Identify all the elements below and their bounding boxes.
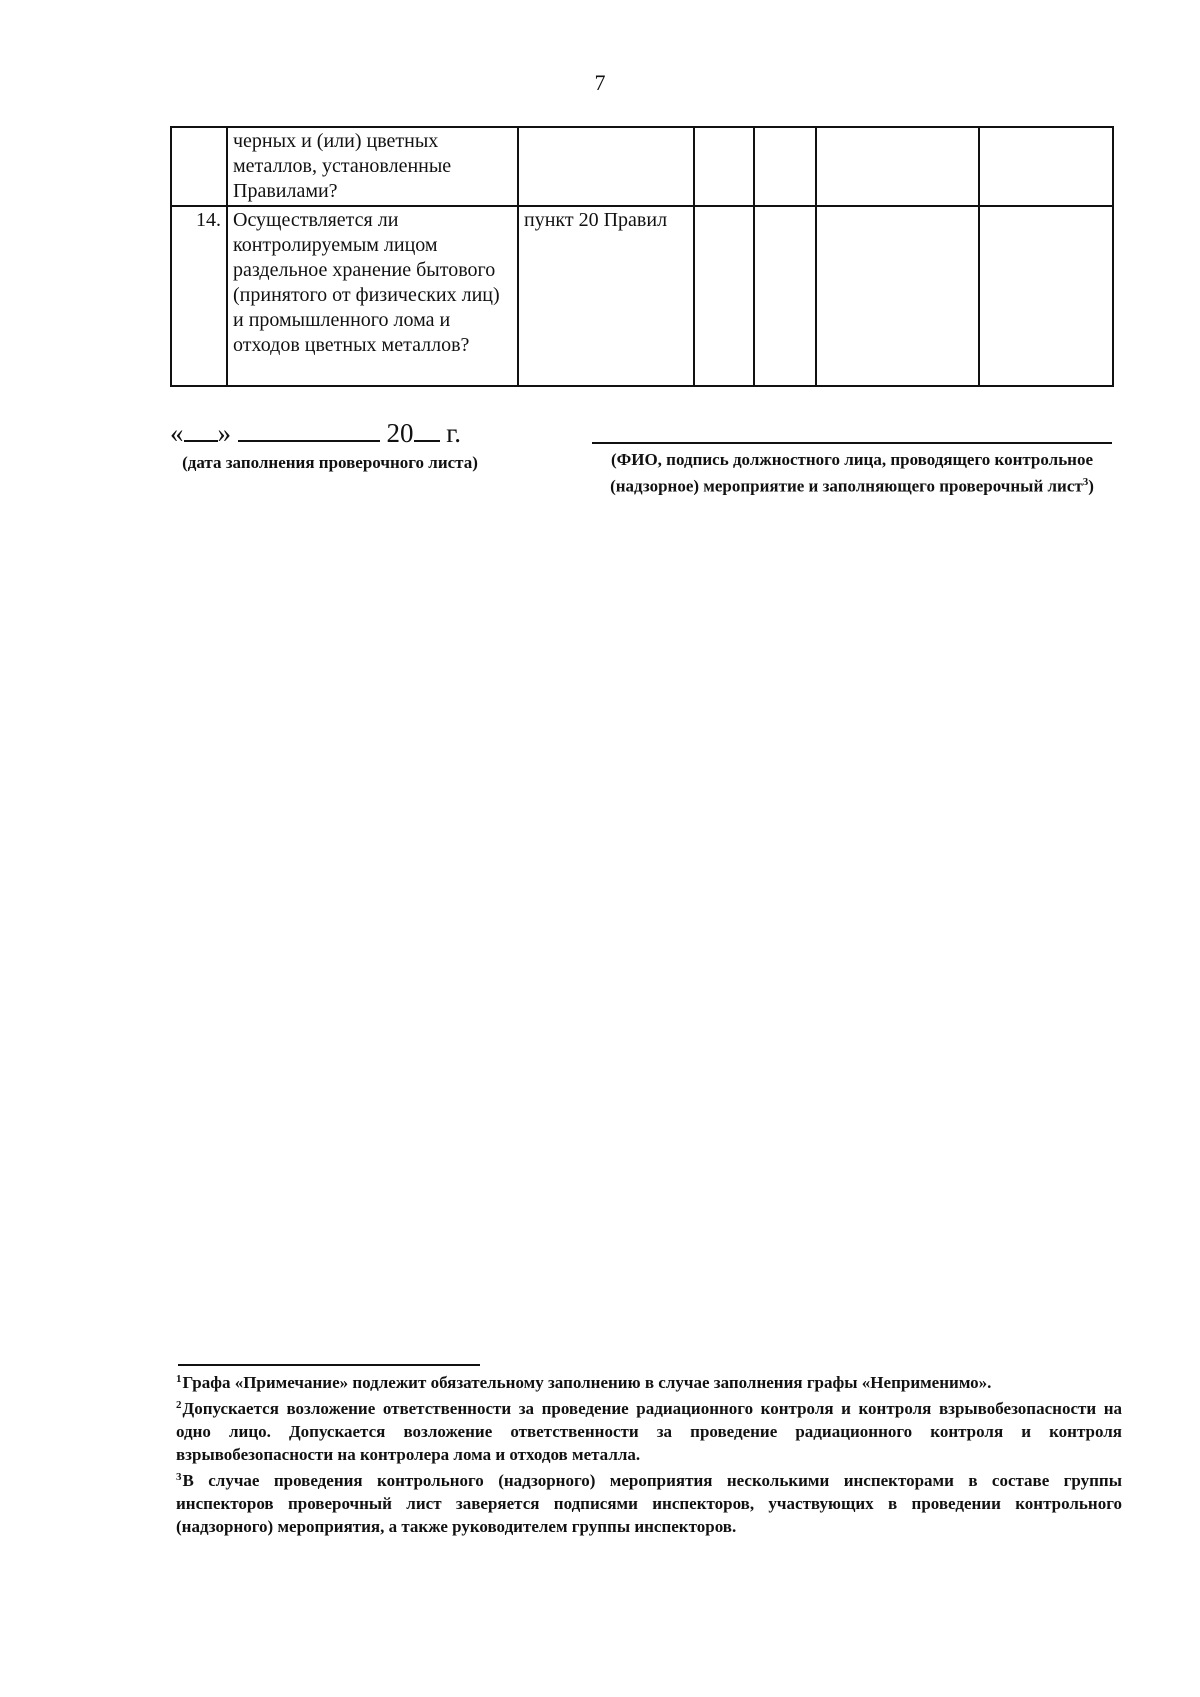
- day-blank: [184, 418, 218, 442]
- year-prefix: 20: [386, 418, 414, 448]
- answer-cell: [694, 127, 754, 206]
- footnote-mark: 1: [176, 1373, 182, 1385]
- signature-caption-text: (ФИО, подпись должностного лица, проводящего контрольное (надзорное) мероприятие и заполняющего проверочный лист: [610, 450, 1094, 496]
- footnote-divider: [178, 1364, 480, 1366]
- signature-footnote-mark: 3: [1082, 476, 1089, 488]
- footnote-text: Допускается возложение ответственности за проведение радиационного контроля и контроля взрывобезопасности на одно лицо. Допускается возложение ответственности за проведение радиационного контроля и контроля взрывобезопасности на контролера лома и отходов металла.: [176, 1399, 1122, 1464]
- month-blank: [238, 418, 380, 442]
- note-cell: [979, 206, 1113, 386]
- footnote: [176, 1368, 1122, 1394]
- signature-line: [592, 442, 1112, 444]
- answer-cell: [754, 206, 816, 386]
- footnote-mark: 3: [176, 1471, 182, 1483]
- answer-cell: [754, 127, 816, 206]
- page-number: 7: [594, 70, 606, 95]
- signature-block: [592, 442, 1112, 498]
- date-caption: (дата заполнения проверочного листа): [182, 453, 478, 472]
- footnotes: [176, 1368, 1122, 1538]
- table-row: [171, 127, 1113, 206]
- year-suffix: г.: [446, 418, 462, 448]
- footnote-text: В случае проведения контрольного (надзорного) мероприятия несколькими инспекторами в составе группы инспекторов проверочный лист заверяется подписями инспекторов, участвующих в проведении контрольного (надзорного) мероприятия, а также руководителем группы инспекторов.: [176, 1471, 1122, 1536]
- signature-caption: [592, 448, 1112, 498]
- year-blank: [414, 418, 440, 442]
- question-cell: черных и (или) цветных металлов, установленные Правилами?: [227, 127, 518, 206]
- note-cell: [979, 127, 1113, 206]
- question-cell: Осуществляется ли контролируемым лицом раздельное хранение бытового (принятого от физических лиц) и промышленного лома и отходов цветных металлов?: [227, 206, 518, 386]
- checklist-table: [170, 126, 1114, 387]
- table-row: [171, 206, 1113, 386]
- footnote: [176, 1394, 1122, 1466]
- row-number: [171, 127, 227, 206]
- date-line: [170, 418, 490, 449]
- reference-cell: пункт 20 Правил: [518, 206, 694, 386]
- date-block: [170, 418, 490, 474]
- answer-cell: [816, 127, 979, 206]
- footnote-text: Графа «Примечание» подлежит обязательному заполнению в случае заполнения графы «Неприменимо».: [182, 1373, 992, 1392]
- close-quote: »: [217, 418, 231, 448]
- reference-cell: [518, 127, 694, 206]
- open-quote: «: [170, 418, 184, 448]
- answer-cell: [694, 206, 754, 386]
- footnote: [176, 1466, 1122, 1538]
- row-number: 14.: [171, 206, 227, 386]
- signature-caption-close: ): [1088, 476, 1094, 496]
- answer-cell: [816, 206, 979, 386]
- footnote-mark: 2: [176, 1399, 182, 1411]
